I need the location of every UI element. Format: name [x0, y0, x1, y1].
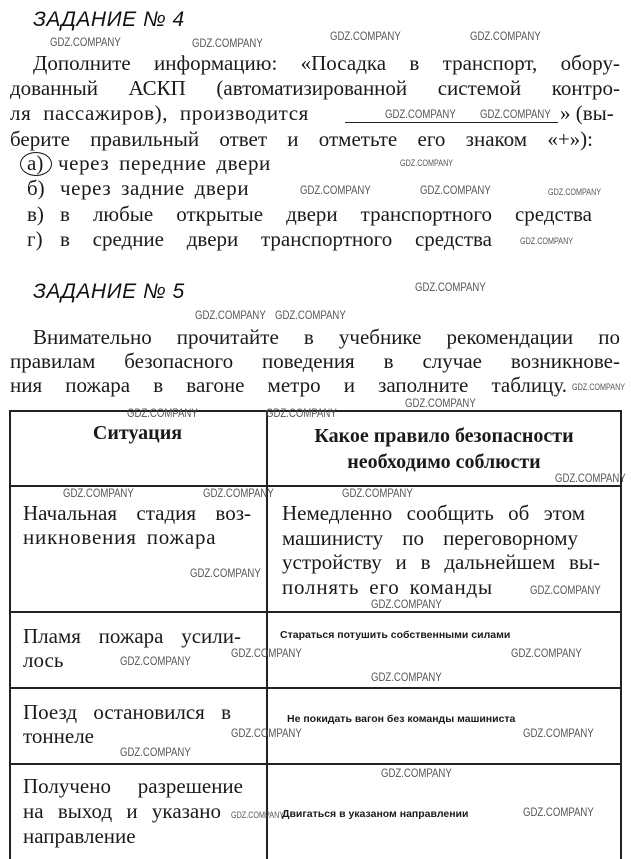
watermark: GDZ.COMPANY [420, 183, 491, 197]
watermark: GDZ.COMPANY [371, 597, 442, 611]
watermark: GDZ.COMPANY [415, 280, 486, 294]
rule-answer: Не покидать вагон без команды машиниста [287, 713, 516, 725]
watermark: GDZ.COMPANY [120, 654, 191, 668]
watermark: GDZ.COMPANY [400, 158, 454, 168]
task-4-heading: ЗАДАНИЕ № 4 [33, 8, 185, 31]
watermark: GDZ.COMPANY [195, 308, 266, 322]
table-border [9, 410, 11, 859]
watermark: GDZ.COMPANY [342, 486, 413, 500]
option-text[interactable]: в средние двери транспортного средства [60, 227, 492, 251]
task-5-text-line: правилам безопасного поведения в случае возникнове- [10, 349, 620, 373]
situation-cell-line: направление [23, 824, 136, 848]
table-divider [9, 687, 622, 689]
watermark: GDZ.COMPANY [523, 805, 594, 819]
column-header-rule: Какое правило безопасности [314, 425, 574, 447]
option-text[interactable]: через задние двери [60, 176, 250, 200]
table-divider [9, 763, 622, 765]
watermark: GDZ.COMPANY [555, 471, 626, 485]
watermark: GDZ.COMPANY [385, 107, 456, 121]
rule-answer: Стараться потушить собственными силами [280, 629, 511, 641]
situation-cell-line: никновения пожара [23, 525, 217, 549]
watermark: GDZ.COMPANY [50, 35, 121, 49]
watermark: GDZ.COMPANY [231, 646, 302, 660]
watermark: GDZ.COMPANY [203, 486, 274, 500]
task-4-text-line: ля пассажиров), производится [10, 101, 309, 125]
task-5-text-line: Внимательно прочитайте в учебнике рекомендации по [33, 325, 620, 349]
option-letter[interactable]: а) [27, 151, 44, 175]
task-4-text-line: » (вы- [560, 101, 614, 125]
watermark: GDZ.COMPANY [530, 583, 601, 597]
watermark: GDZ.COMPANY [548, 187, 602, 197]
situation-cell-line: лось [23, 648, 64, 672]
watermark: GDZ.COMPANY [190, 566, 261, 580]
watermark: GDZ.COMPANY [231, 810, 285, 820]
situation-cell-line: Начальная стадия воз- [23, 501, 251, 525]
rule-cell-line: устройству и в дальнейшем вы- [282, 550, 600, 574]
watermark: GDZ.COMPANY [470, 29, 541, 43]
situation-cell-line: тоннеле [23, 724, 94, 748]
situation-cell-line: на выход и указано [23, 799, 221, 823]
option-letter[interactable]: в) [27, 202, 44, 226]
option-text[interactable]: в любые открытые двери транспортного средства [60, 202, 592, 226]
rule-cell-line: полнять его команды [282, 575, 493, 599]
answer-blank-line [345, 122, 558, 123]
column-header-rule: необходимо соблюсти [347, 451, 541, 473]
rule-answer: Двигаться в указаном направлении [282, 808, 469, 820]
watermark: GDZ.COMPANY [120, 745, 191, 759]
rule-cell-line: машинисту по переговорному [282, 526, 578, 550]
option-text[interactable]: через передние двери [58, 151, 271, 175]
situation-cell-line: Получено разрешение [23, 774, 243, 798]
watermark: GDZ.COMPANY [520, 236, 574, 246]
watermark: GDZ.COMPANY [480, 107, 551, 121]
task-5-text-line: ния пожара в вагоне метро и заполните таблицу. [10, 373, 567, 397]
table-divider [9, 611, 622, 613]
table-divider [266, 410, 268, 859]
watermark: GDZ.COMPANY [300, 183, 371, 197]
task-4-text-line: берите правильный ответ и отметьте его знаком «+»): [10, 127, 593, 151]
watermark: GDZ.COMPANY [405, 396, 476, 410]
option-letter[interactable]: б) [27, 176, 45, 200]
watermark: GDZ.COMPANY [231, 726, 302, 740]
column-header-situation: Ситуация [92, 422, 183, 444]
watermark: GDZ.COMPANY [275, 308, 346, 322]
watermark: GDZ.COMPANY [330, 29, 401, 43]
watermark: GDZ.COMPANY [192, 36, 263, 50]
task-5-heading: ЗАДАНИЕ № 5 [33, 280, 185, 303]
watermark: GDZ.COMPANY [572, 382, 626, 392]
watermark: GDZ.COMPANY [63, 486, 134, 500]
task-4-text-line: Дополните информацию: «Посадка в транспорт, обору- [33, 51, 620, 75]
task-4-text-line: дованный АСКП (автоматизированной системой контро- [10, 76, 620, 100]
watermark: GDZ.COMPANY [511, 646, 582, 660]
watermark: GDZ.COMPANY [127, 406, 198, 420]
watermark: GDZ.COMPANY [523, 726, 594, 740]
rule-cell-line: Немедленно сообщить об этом [282, 501, 585, 525]
watermark: GDZ.COMPANY [381, 766, 452, 780]
watermark: GDZ.COMPANY [371, 670, 442, 684]
option-letter[interactable]: г) [27, 227, 43, 251]
situation-cell-line: Поезд остановился в [23, 700, 231, 724]
watermark: GDZ.COMPANY [266, 406, 337, 420]
situation-cell-line: Пламя пожара усили- [23, 624, 241, 648]
